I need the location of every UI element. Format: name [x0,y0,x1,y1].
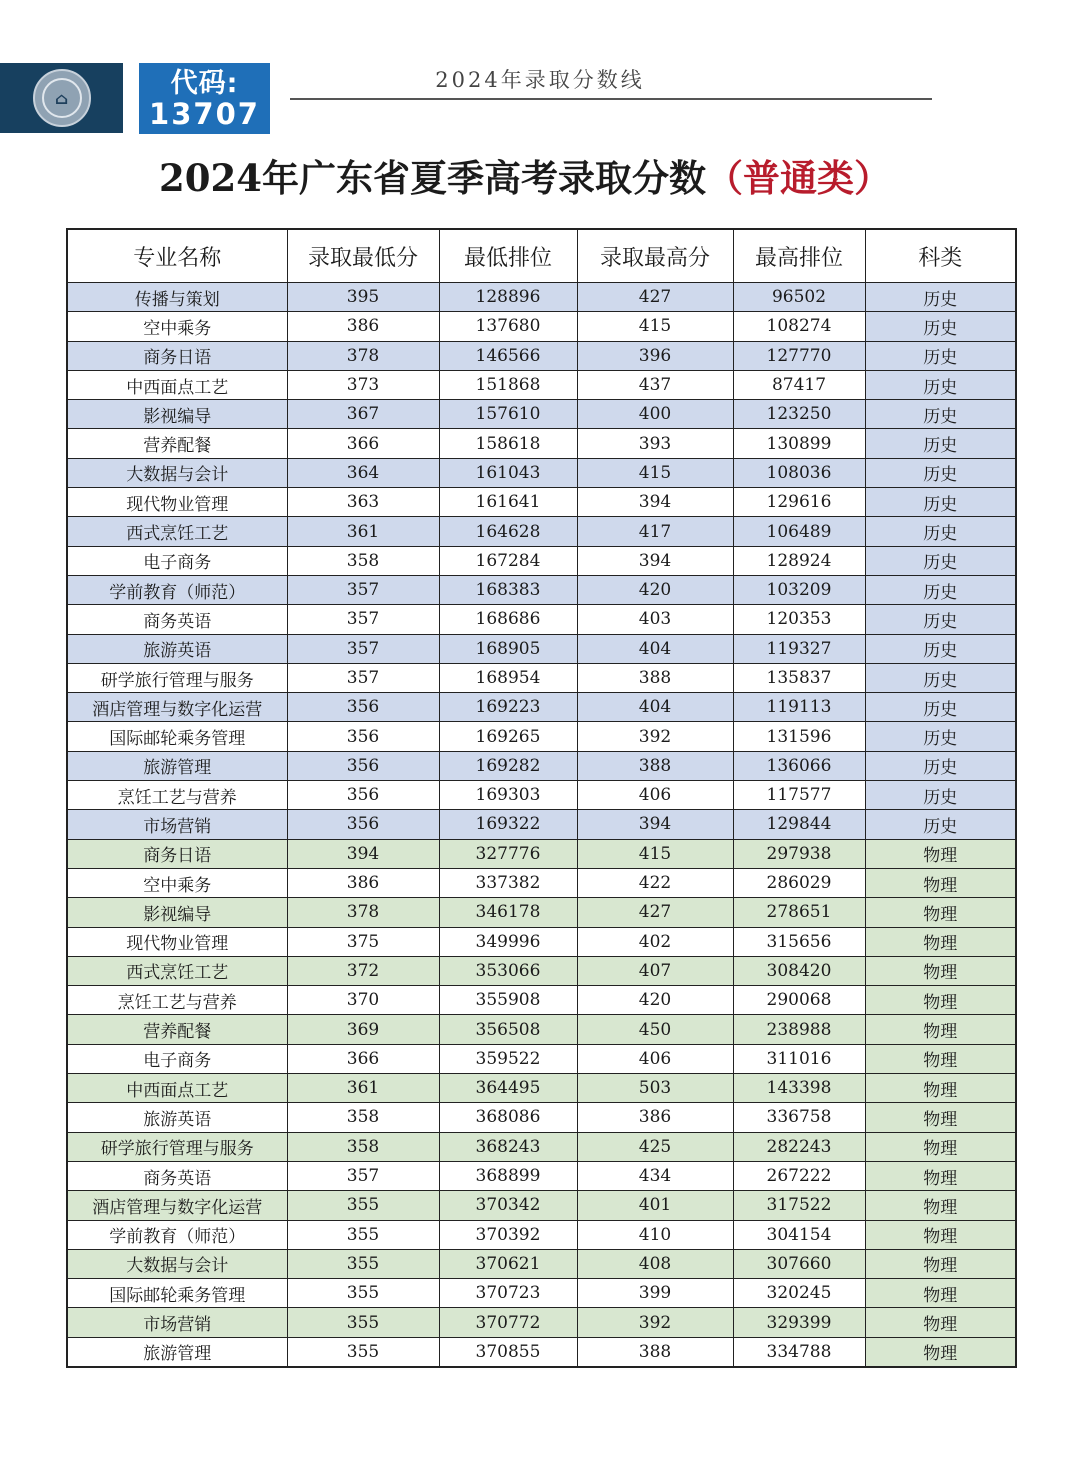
table-row [67,429,1016,458]
cell-min-score: 369 [287,1015,439,1044]
cell-category: 物理 [865,898,1016,927]
table-row [67,312,1016,341]
cell-max-score: 427 [577,283,733,312]
cell-max-score: 404 [577,693,733,722]
cell-min-rank: 370772 [439,1308,577,1337]
cell-min-rank: 346178 [439,898,577,927]
cell-min-rank: 355908 [439,986,577,1015]
cell-min-score: 358 [287,1132,439,1161]
table-row [67,1132,1016,1161]
cell-min-score: 370 [287,986,439,1015]
cell-max-rank: 117577 [733,781,865,810]
cell-max-score: 394 [577,810,733,839]
cell-major-name: 旅游英语 [67,634,287,663]
cell-max-rank: 329399 [733,1308,865,1337]
cell-max-score: 425 [577,1132,733,1161]
cell-major-name: 影视编导 [67,898,287,927]
cell-min-rank: 157610 [439,400,577,429]
cell-max-rank: 307660 [733,1249,865,1278]
cell-max-score: 420 [577,986,733,1015]
cell-min-score: 372 [287,956,439,985]
header-max-score: 录取最高分 [577,229,733,283]
cell-min-rank: 353066 [439,956,577,985]
cell-category: 历史 [865,546,1016,575]
cell-min-score: 386 [287,312,439,341]
cell-max-score: 392 [577,1308,733,1337]
header-major-name: 专业名称 [67,229,287,283]
title-accent: （普通类） [705,156,891,200]
cell-max-rank: 127770 [733,341,865,370]
table-row [67,1308,1016,1337]
cell-min-score: 356 [287,722,439,751]
table-row [67,1015,1016,1044]
table-row [67,1103,1016,1132]
cell-major-name: 空中乘务 [67,312,287,341]
cell-major-name: 酒店管理与数字化运营 [67,693,287,722]
table-row [67,839,1016,868]
table-row [67,927,1016,956]
cell-max-score: 410 [577,1220,733,1249]
cell-max-rank: 87417 [733,370,865,399]
header-max-rank: 最高排位 [733,229,865,283]
cell-min-rank: 146566 [439,341,577,370]
cell-category: 历史 [865,810,1016,839]
cell-category: 物理 [865,986,1016,1015]
cell-major-name: 研学旅行管理与服务 [67,663,287,692]
cell-max-score: 407 [577,956,733,985]
cell-min-rank: 337382 [439,868,577,897]
cell-min-score: 363 [287,488,439,517]
table-row [67,1249,1016,1278]
cell-min-score: 373 [287,370,439,399]
cell-max-score: 388 [577,663,733,692]
table-row [67,634,1016,663]
cell-major-name: 商务英语 [67,1161,287,1190]
table-row [67,341,1016,370]
cell-major-name: 市场营销 [67,1308,287,1337]
cell-max-score: 403 [577,605,733,634]
cell-max-rank: 119113 [733,693,865,722]
cell-major-name: 传播与策划 [67,283,287,312]
cell-min-score: 361 [287,517,439,546]
cell-major-name: 学前教育（师范） [67,575,287,604]
cell-category: 历史 [865,693,1016,722]
cell-max-rank: 336758 [733,1103,865,1132]
cell-major-name: 西式烹饪工艺 [67,956,287,985]
cell-min-score: 378 [287,341,439,370]
cell-max-score: 415 [577,839,733,868]
cell-min-rank: 137680 [439,312,577,341]
cell-max-score: 404 [577,634,733,663]
cell-min-rank: 370855 [439,1337,577,1367]
cell-category: 历史 [865,663,1016,692]
cell-major-name: 旅游管理 [67,1337,287,1367]
cell-min-rank: 128896 [439,283,577,312]
cell-min-score: 355 [287,1308,439,1337]
cell-max-score: 503 [577,1074,733,1103]
cell-major-name: 烹饪工艺与营养 [67,781,287,810]
cell-category: 物理 [865,1161,1016,1190]
cell-min-rank: 169322 [439,810,577,839]
page-title [0,148,1050,202]
cell-min-score: 358 [287,546,439,575]
cell-max-score: 427 [577,898,733,927]
table-row [67,1279,1016,1308]
cell-min-rank: 169282 [439,751,577,780]
cell-max-rank: 129616 [733,488,865,517]
table-row [67,488,1016,517]
table-row [67,283,1016,312]
table-row [67,956,1016,985]
cell-min-rank: 168954 [439,663,577,692]
cell-min-score: 375 [287,927,439,956]
cell-major-name: 现代物业管理 [67,488,287,517]
cell-category: 历史 [865,429,1016,458]
cell-max-rank: 334788 [733,1337,865,1367]
cell-min-score: 366 [287,429,439,458]
cell-max-rank: 143398 [733,1074,865,1103]
cell-category: 历史 [865,458,1016,487]
cell-max-rank: 286029 [733,868,865,897]
cell-category: 物理 [865,1103,1016,1132]
cell-min-rank: 368899 [439,1161,577,1190]
cell-min-score: 355 [287,1220,439,1249]
cell-max-score: 402 [577,927,733,956]
table-row [67,751,1016,780]
cell-max-rank: 129844 [733,810,865,839]
cell-category: 物理 [865,1044,1016,1073]
cell-min-rank: 169265 [439,722,577,751]
cell-min-score: 395 [287,283,439,312]
table-row [67,663,1016,692]
school-logo-band [0,63,123,133]
cell-min-rank: 158618 [439,429,577,458]
cell-max-rank: 297938 [733,839,865,868]
cell-min-score: 355 [287,1191,439,1220]
cell-max-score: 388 [577,1337,733,1367]
cell-category: 历史 [865,312,1016,341]
cell-major-name: 市场营销 [67,810,287,839]
cell-category: 历史 [865,781,1016,810]
cell-major-name: 酒店管理与数字化运营 [67,1191,287,1220]
cell-major-name: 国际邮轮乘务管理 [67,722,287,751]
cell-max-rank: 136066 [733,751,865,780]
cell-min-rank: 370621 [439,1249,577,1278]
cell-major-name: 商务英语 [67,605,287,634]
cell-max-score: 422 [577,868,733,897]
cell-max-rank: 311016 [733,1044,865,1073]
cell-max-rank: 135837 [733,663,865,692]
cell-max-score: 388 [577,751,733,780]
cell-min-score: 357 [287,1161,439,1190]
cell-min-score: 355 [287,1249,439,1278]
cell-max-score: 393 [577,429,733,458]
cell-min-score: 394 [287,839,439,868]
cell-min-score: 357 [287,634,439,663]
table-row [67,575,1016,604]
cell-category: 历史 [865,751,1016,780]
cell-min-rank: 169303 [439,781,577,810]
cell-max-rank: 282243 [733,1132,865,1161]
table-row [67,1044,1016,1073]
cell-max-score: 437 [577,370,733,399]
cell-min-score: 364 [287,458,439,487]
cell-category: 物理 [865,1337,1016,1367]
cell-category: 历史 [865,400,1016,429]
cell-max-rank: 123250 [733,400,865,429]
cell-major-name: 烹饪工艺与营养 [67,986,287,1015]
cell-min-rank: 168686 [439,605,577,634]
cell-min-rank: 370392 [439,1220,577,1249]
cell-max-rank: 108036 [733,458,865,487]
cell-category: 历史 [865,341,1016,370]
cell-max-rank: 290068 [733,986,865,1015]
cell-min-rank: 161641 [439,488,577,517]
table-header-row [67,229,1016,283]
cell-category: 历史 [865,722,1016,751]
cell-max-score: 450 [577,1015,733,1044]
cell-major-name: 学前教育（师范） [67,1220,287,1249]
code-label: 代码: [170,68,239,99]
school-code-badge [139,63,270,134]
cell-category: 物理 [865,839,1016,868]
cell-max-rank: 304154 [733,1220,865,1249]
table-row [67,370,1016,399]
admission-scores-table [66,228,1017,1368]
cell-max-score: 406 [577,781,733,810]
cell-min-score: 366 [287,1044,439,1073]
table-row [67,693,1016,722]
cell-max-score: 415 [577,312,733,341]
title-main: 2024年广东省夏季高考录取分数 [159,156,706,200]
cell-max-score: 399 [577,1279,733,1308]
cell-max-score: 406 [577,1044,733,1073]
cell-major-name: 中西面点工艺 [67,370,287,399]
cell-major-name: 大数据与会计 [67,458,287,487]
table-row [67,986,1016,1015]
cell-max-score: 408 [577,1249,733,1278]
cell-major-name: 电子商务 [67,1044,287,1073]
table-row [67,1191,1016,1220]
cell-min-score: 355 [287,1337,439,1367]
cell-min-rank: 168383 [439,575,577,604]
cell-min-rank: 151868 [439,370,577,399]
cell-max-rank: 120353 [733,605,865,634]
header-min-score: 录取最低分 [287,229,439,283]
cell-min-rank: 327776 [439,839,577,868]
cell-max-score: 394 [577,488,733,517]
cell-category: 历史 [865,370,1016,399]
cell-max-rank: 96502 [733,283,865,312]
cell-max-rank: 119327 [733,634,865,663]
cell-category: 物理 [865,1074,1016,1103]
cell-major-name: 大数据与会计 [67,1249,287,1278]
cell-category: 历史 [865,575,1016,604]
cell-min-score: 356 [287,810,439,839]
cell-min-score: 355 [287,1279,439,1308]
cell-min-score: 367 [287,400,439,429]
cell-max-rank: 130899 [733,429,865,458]
table-row [67,1220,1016,1249]
cell-max-rank: 267222 [733,1161,865,1190]
cell-category: 物理 [865,1279,1016,1308]
seal-building-icon: ⌂ [42,78,82,118]
cell-max-rank: 106489 [733,517,865,546]
cell-max-rank: 317522 [733,1191,865,1220]
cell-min-rank: 368243 [439,1132,577,1161]
cell-min-score: 386 [287,868,439,897]
table-row [67,722,1016,751]
cell-min-rank: 349996 [439,927,577,956]
cell-min-rank: 359522 [439,1044,577,1073]
cell-category: 物理 [865,868,1016,897]
cell-major-name: 中西面点工艺 [67,1074,287,1103]
cell-max-score: 415 [577,458,733,487]
cell-category: 物理 [865,956,1016,985]
cell-max-rank: 103209 [733,575,865,604]
cell-max-score: 401 [577,1191,733,1220]
cell-category: 物理 [865,927,1016,956]
cell-max-rank: 108274 [733,312,865,341]
cell-min-score: 361 [287,1074,439,1103]
cell-max-rank: 131596 [733,722,865,751]
cell-major-name: 商务日语 [67,341,287,370]
cell-min-score: 356 [287,751,439,780]
cell-major-name: 研学旅行管理与服务 [67,1132,287,1161]
cell-min-rank: 368086 [439,1103,577,1132]
table-row [67,546,1016,575]
cell-max-score: 417 [577,517,733,546]
header-divider [290,98,932,100]
table-row [67,1074,1016,1103]
cell-min-rank: 356508 [439,1015,577,1044]
cell-major-name: 营养配餐 [67,429,287,458]
cell-category: 物理 [865,1191,1016,1220]
cell-min-rank: 364495 [439,1074,577,1103]
cell-max-score: 394 [577,546,733,575]
header-category: 科类 [865,229,1016,283]
cell-min-score: 357 [287,575,439,604]
cell-min-rank: 164628 [439,517,577,546]
cell-max-score: 396 [577,341,733,370]
header-min-rank: 最低排位 [439,229,577,283]
cell-category: 物理 [865,1308,1016,1337]
table-row [67,1337,1016,1367]
cell-min-rank: 161043 [439,458,577,487]
table-row [67,458,1016,487]
cell-category: 历史 [865,488,1016,517]
cell-max-score: 434 [577,1161,733,1190]
cell-major-name: 电子商务 [67,546,287,575]
cell-max-score: 392 [577,722,733,751]
cell-min-score: 357 [287,605,439,634]
cell-max-rank: 278651 [733,898,865,927]
cell-min-rank: 167284 [439,546,577,575]
cell-min-score: 356 [287,693,439,722]
table-row [67,400,1016,429]
cell-category: 物理 [865,1249,1016,1278]
cell-min-rank: 370723 [439,1279,577,1308]
cell-category: 物理 [865,1015,1016,1044]
cell-major-name: 旅游英语 [67,1103,287,1132]
cell-category: 历史 [865,605,1016,634]
cell-min-score: 378 [287,898,439,927]
table-row [67,605,1016,634]
cell-max-rank: 308420 [733,956,865,985]
cell-category: 物理 [865,1132,1016,1161]
cell-max-rank: 315656 [733,927,865,956]
cell-min-score: 357 [287,663,439,692]
cell-min-score: 358 [287,1103,439,1132]
cell-category: 物理 [865,1220,1016,1249]
cell-major-name: 现代物业管理 [67,927,287,956]
cell-max-rank: 238988 [733,1015,865,1044]
cell-major-name: 商务日语 [67,839,287,868]
cell-min-rank: 169223 [439,693,577,722]
table-row [67,898,1016,927]
cell-major-name: 西式烹饪工艺 [67,517,287,546]
cell-major-name: 旅游管理 [67,751,287,780]
table-row [67,810,1016,839]
cell-max-rank: 320245 [733,1279,865,1308]
table-row [67,1161,1016,1190]
table-body [67,283,1016,1367]
cell-min-score: 356 [287,781,439,810]
cell-min-rank: 168905 [439,634,577,663]
cell-category: 历史 [865,283,1016,312]
page-subtitle: 2024年录取分数线 [435,68,645,92]
cell-major-name: 影视编导 [67,400,287,429]
cell-max-score: 400 [577,400,733,429]
cell-category: 历史 [865,634,1016,663]
cell-max-score: 386 [577,1103,733,1132]
cell-max-score: 420 [577,575,733,604]
cell-category: 历史 [865,517,1016,546]
table-row [67,517,1016,546]
cell-min-rank: 370342 [439,1191,577,1220]
school-seal-icon [33,69,91,127]
cell-max-rank: 128924 [733,546,865,575]
cell-major-name: 营养配餐 [67,1015,287,1044]
cell-major-name: 空中乘务 [67,868,287,897]
table-row [67,868,1016,897]
table-row [67,781,1016,810]
cell-major-name: 国际邮轮乘务管理 [67,1279,287,1308]
code-number: 13707 [149,97,260,131]
